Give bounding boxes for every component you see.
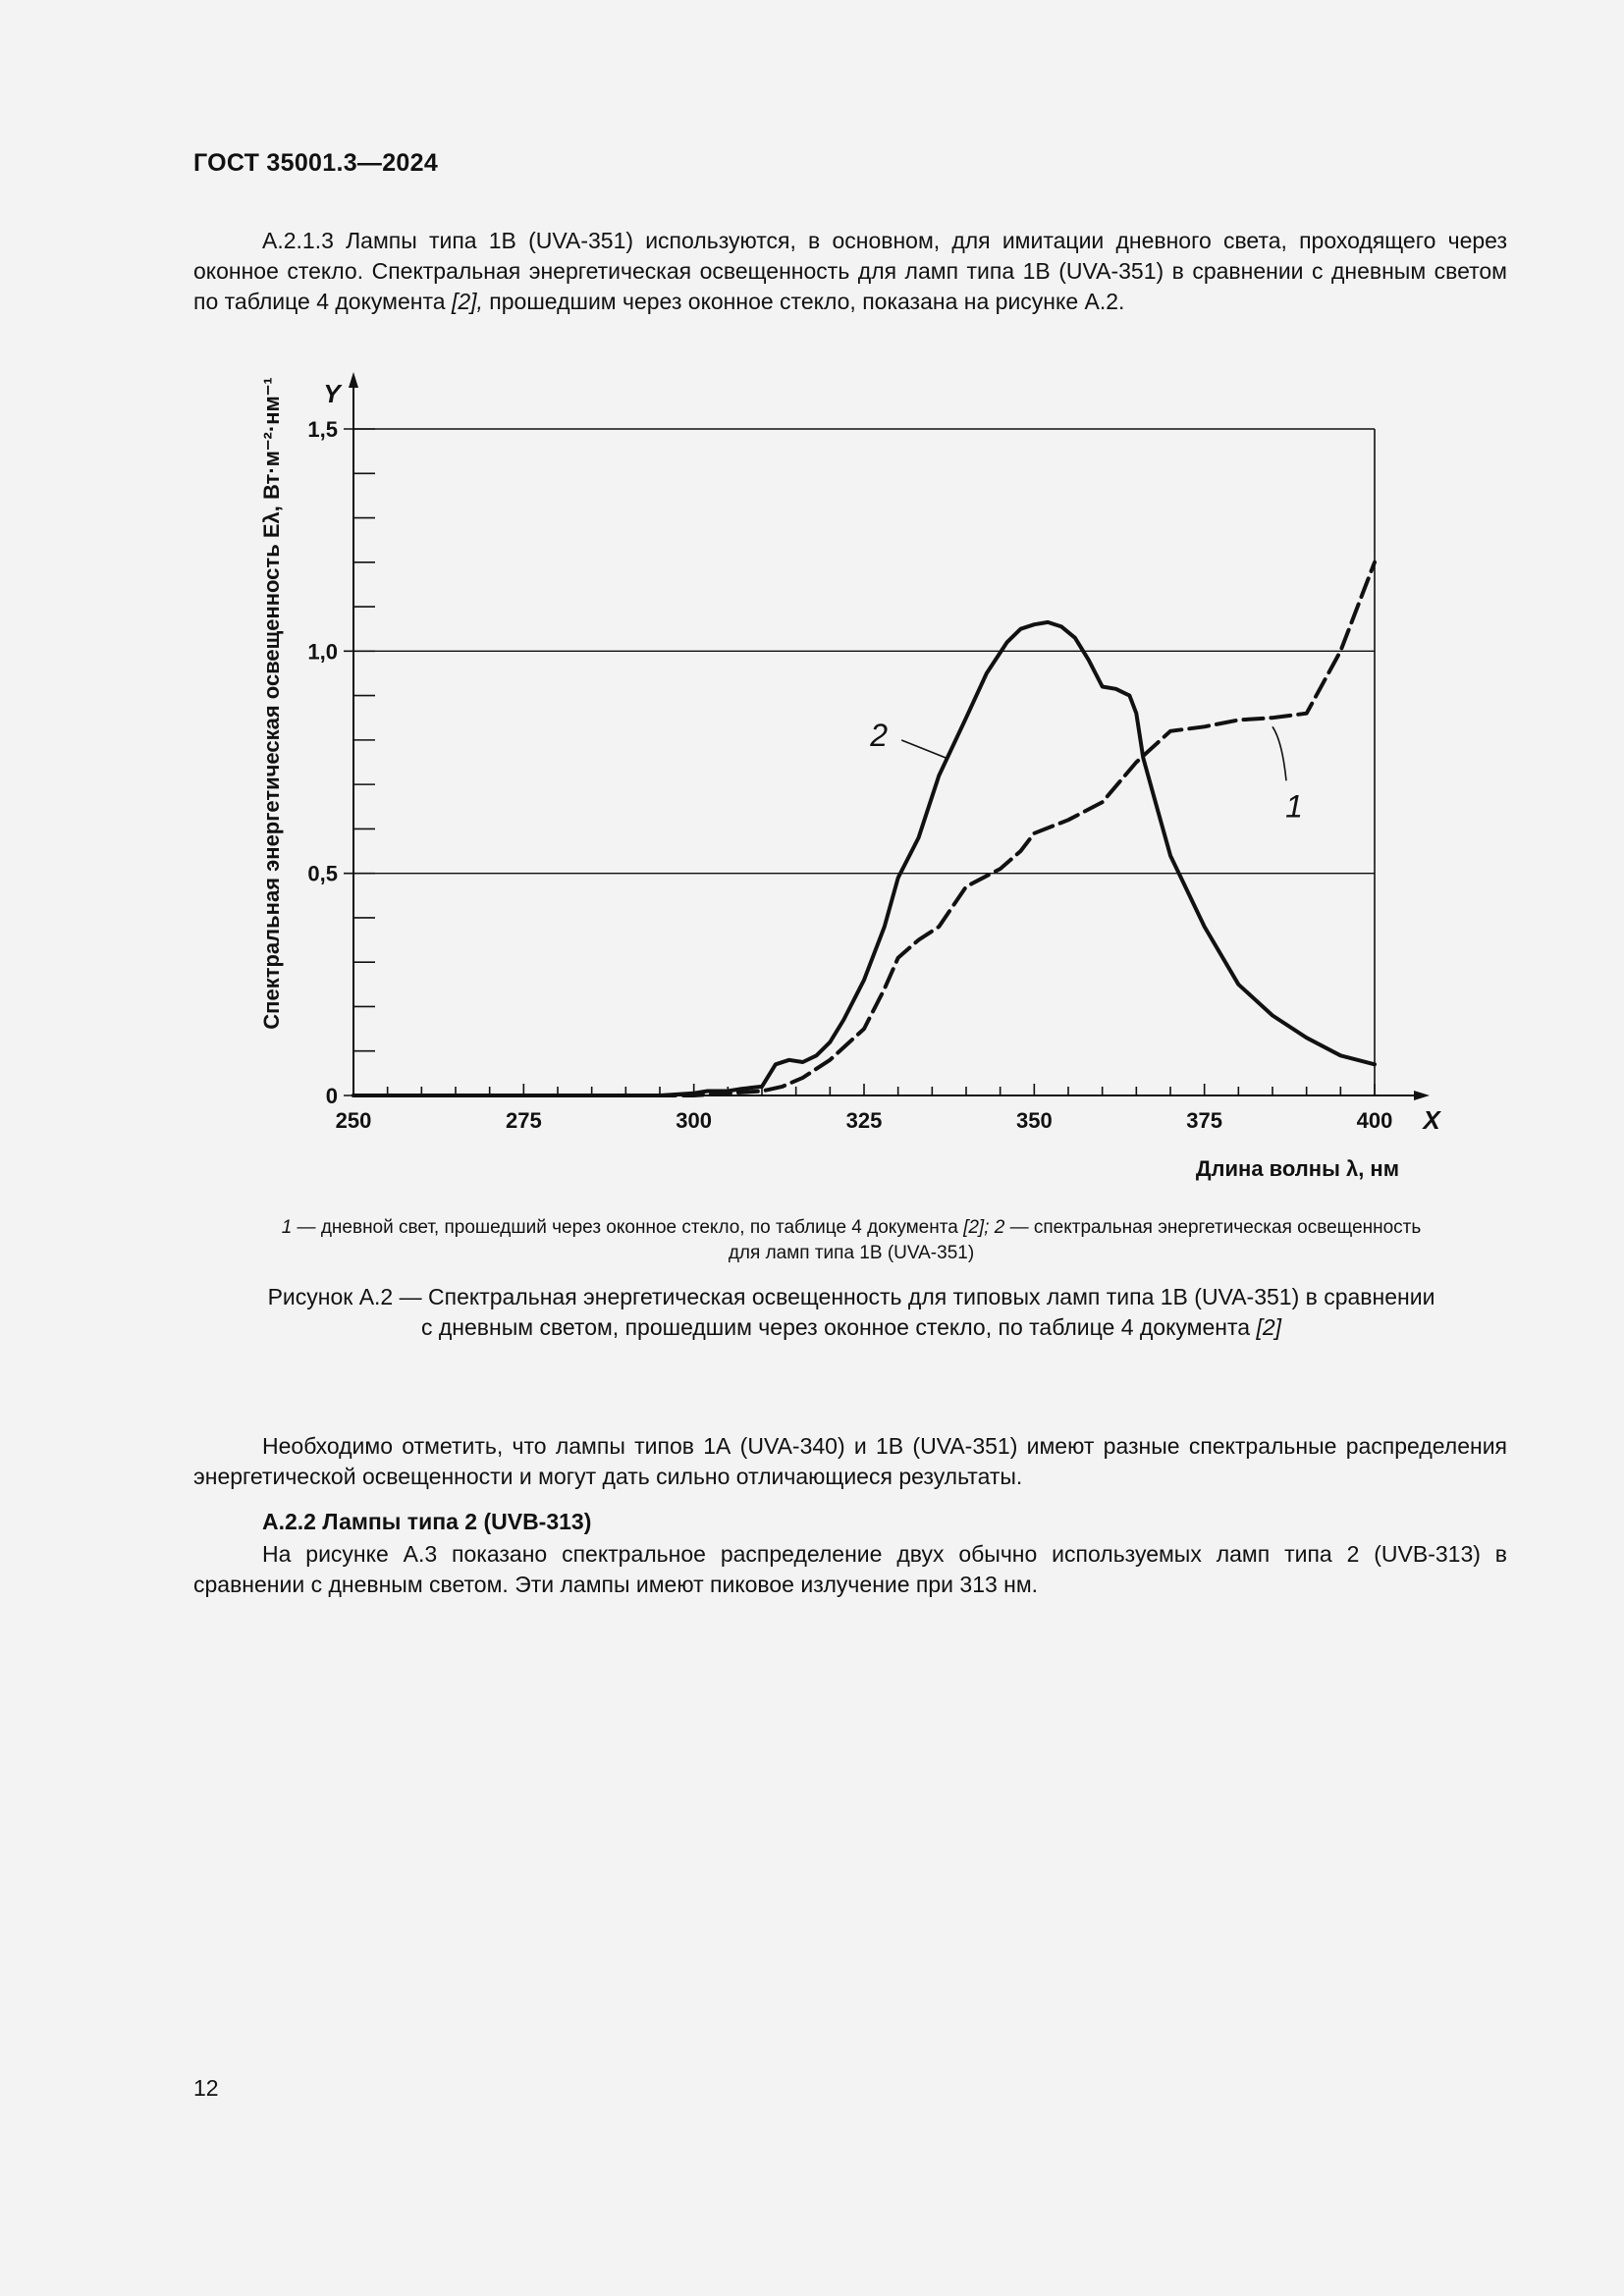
curve-label-leader-2 [901, 740, 946, 758]
x-tick-label: 350 [1015, 1108, 1053, 1133]
paragraph-a213: А.2.1.3 Лампы типа 1В (UVA-351) используются, в основном, для имитации дневного света, проходящего через оконное стекло. Спектральная энергетическая освещенность для ламп типа 1В (UVA-351) в сравнении с дневным светом по таблице 4 документа [2], прошедшим через оконное стекло, показана на рисунке А.2. [193, 228, 1507, 314]
grid-layer [353, 429, 1375, 1095]
series-line-2 [353, 622, 1375, 1095]
curve-label-leader-1 [1272, 726, 1286, 780]
y-axis-letter: Y [323, 379, 341, 408]
x-tick-label: 375 [1186, 1108, 1223, 1133]
x-axis-letter: X [1423, 1105, 1440, 1135]
curve-label-1: 1 [1285, 788, 1303, 825]
x-tick-label: 400 [1356, 1108, 1393, 1133]
label-layer [259, 377, 1441, 1181]
spectral-chart [0, 363, 1624, 1207]
y-tick-label: 0 [325, 1084, 338, 1108]
x-tick-label: 300 [676, 1108, 713, 1133]
y-tick-label: 1,5 [307, 417, 338, 442]
series-line-1 [353, 562, 1375, 1095]
x-tick-label: 250 [335, 1108, 372, 1133]
section-heading-a22: А.2.2 Лампы типа 2 (UVB-313) [262, 1509, 592, 1534]
figure-a2 [0, 363, 1624, 1207]
x-axis-title: Длина волны λ, нм [1195, 1156, 1399, 1181]
x-tick-label: 275 [505, 1108, 542, 1133]
x-axis-arrow [1414, 1091, 1430, 1100]
document-header: ГОСТ 35001.3—2024 [193, 149, 439, 177]
y-axis-arrow [349, 372, 358, 388]
reference-link: [2], [451, 289, 483, 314]
figure-legend: 1 — дневной свет, прошедший через оконное стекло, по таблице 4 документа [2]; 2 — спектральная энергетическая освещенность для ламп типа 1В (UVA-351) [281, 1217, 1422, 1263]
y-axis-title: Спектральная энергетическая освещенность Eλ, Вт·м⁻²·нм⁻¹ [259, 377, 284, 1030]
paragraph-note: Необходимо отметить, что лампы типов 1А (UVA-340) и 1В (UVA-351) имеют разные спектральные распределения энергетической освещенности и могут дать сильно отличающиеся результаты. [193, 1433, 1507, 1489]
x-tick-label: 325 [845, 1108, 883, 1133]
curve-label-2: 2 [870, 717, 889, 753]
figure-caption: Рисунок А.2 — Спектральная энергетическая освещенность для типовых ламп типа 1В (UVA-351) в сравнении с дневным светом, прошедшим через оконное стекло, по таблице 4 документа [2] [267, 1284, 1435, 1340]
y-tick-label: 0,5 [307, 861, 338, 886]
series-layer [353, 562, 1375, 1095]
page-number: 12 [193, 2075, 219, 2101]
y-tick-label: 1,0 [307, 639, 338, 665]
paragraph-a22: На рисунке А.3 показано спектральное распределение двух обычно используемых ламп типа 2 (UVB-313) в сравнении с дневным светом. Эти лампы имеют пиковое излучение при 313 нм. [193, 1541, 1507, 1597]
